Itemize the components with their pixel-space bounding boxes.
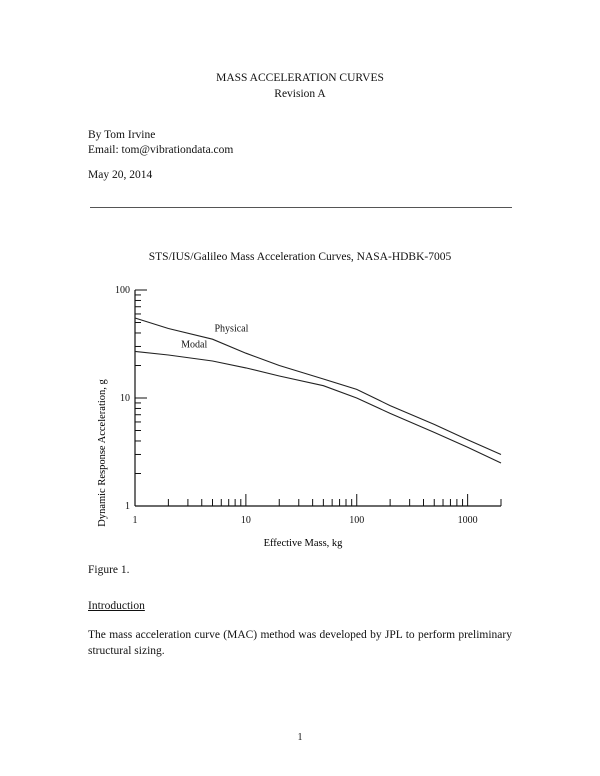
- author-block: [88, 128, 233, 158]
- chart-series-labels: [181, 323, 248, 350]
- author-email: Email: tom@vibrationdata.com: [88, 144, 234, 156]
- page-number: 1: [297, 732, 303, 743]
- document-title: MASS ACCELERATION CURVES: [216, 72, 384, 84]
- chart-ticks: [135, 290, 501, 506]
- series-line-modal: [135, 351, 501, 463]
- horizontal-rule: [90, 207, 512, 208]
- x-tick-label: 100: [349, 515, 365, 526]
- y-tick-label: 100: [115, 285, 130, 296]
- y-tick-label: 1: [125, 501, 130, 512]
- document-date: May 20, 2014: [88, 169, 153, 181]
- x-tick-label: 1: [132, 515, 138, 526]
- x-tick-label: 1000: [457, 515, 478, 526]
- document-revision: Revision A: [274, 88, 326, 100]
- chart-title: STS/IUS/Galileo Mass Acceleration Curves, NASA-HDBK-7005: [148, 251, 452, 263]
- series-label-modal: Modal: [181, 339, 208, 351]
- y-tick-label: 10: [120, 393, 130, 404]
- chart-axes: [135, 290, 501, 506]
- section-heading-introduction: Introduction: [88, 600, 145, 612]
- mass-acceleration-chart: [90, 270, 530, 555]
- document-title-block: [0, 70, 600, 102]
- author-name: By Tom Irvine: [88, 129, 156, 141]
- x-axis-label: Effective Mass, kg: [263, 538, 343, 549]
- chart-tick-labels: [115, 285, 478, 526]
- series-label-physical: Physical: [214, 323, 249, 335]
- introduction-paragraph: The mass acceleration curve (MAC) method was developed by JPL to perform preliminary structural sizing.: [88, 629, 512, 657]
- x-tick-label: 10: [240, 515, 251, 526]
- figure-caption: Figure 1.: [88, 564, 130, 576]
- y-axis-label: Dynamic Response Acceleration, g: [97, 379, 108, 527]
